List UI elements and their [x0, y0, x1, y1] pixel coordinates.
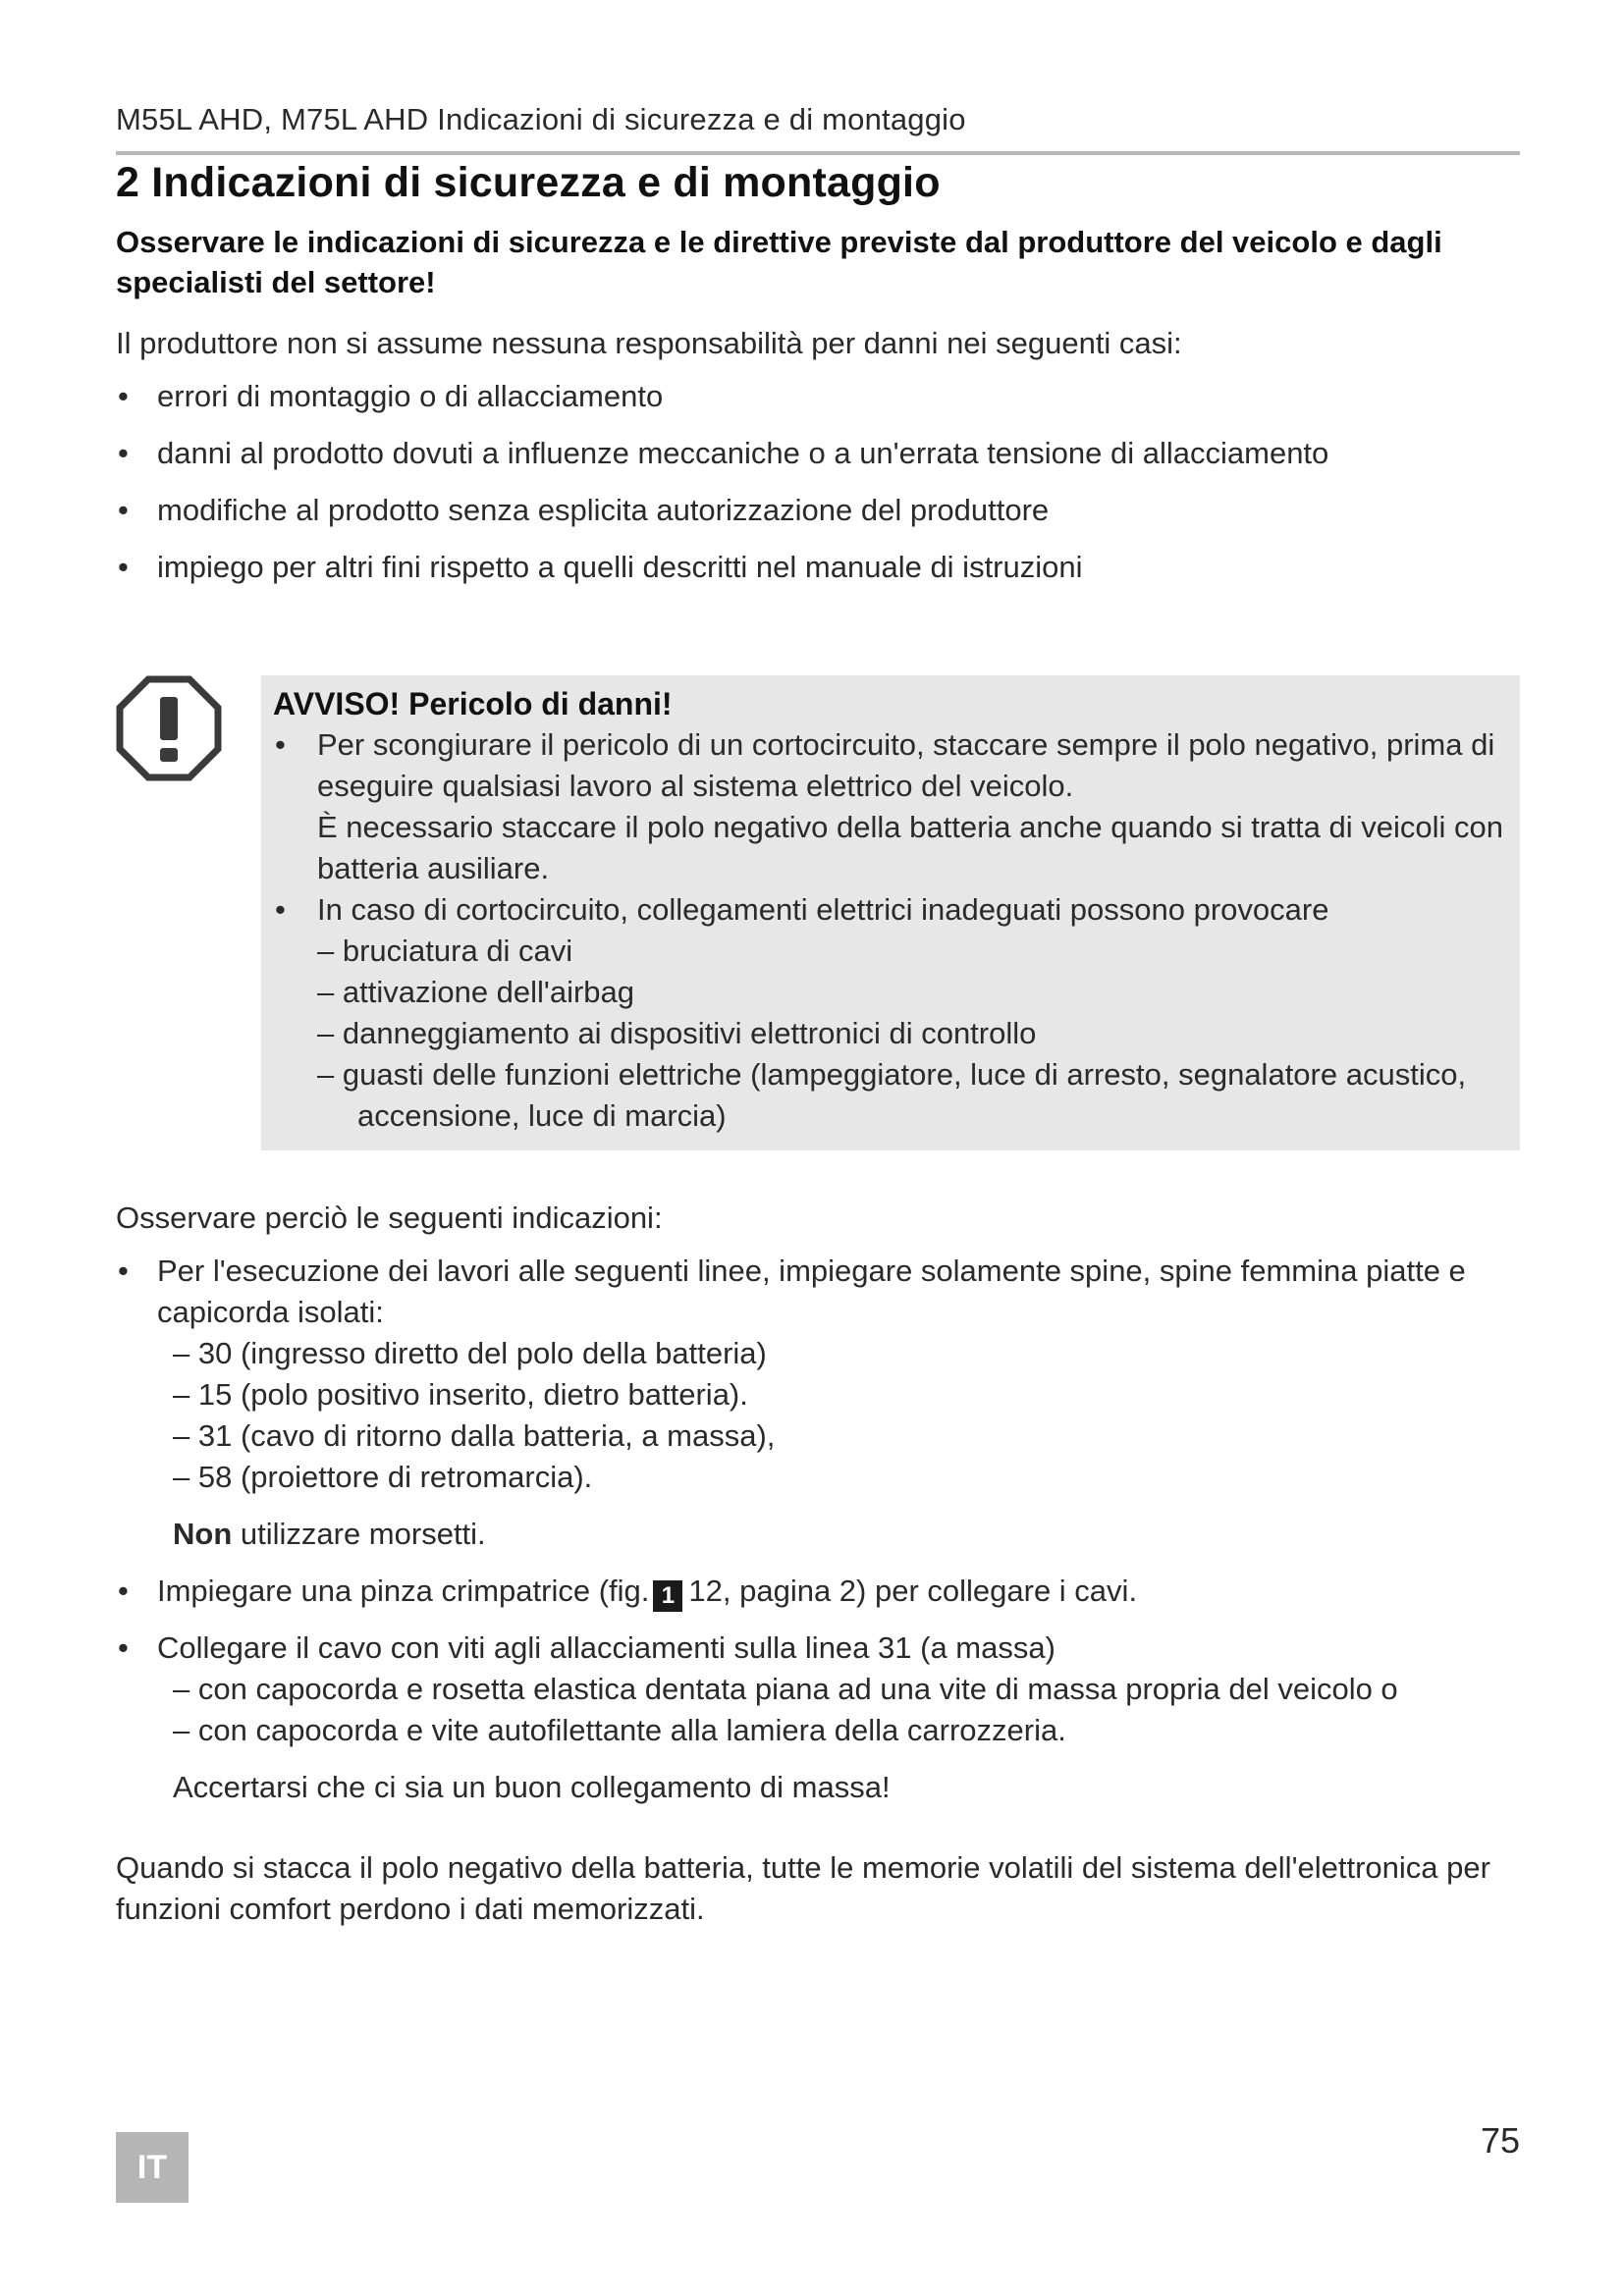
- bullet-icon: •: [275, 892, 286, 927]
- instructions-list: [116, 1251, 1520, 1824]
- list-item-text: errori di montaggio o di allacciamento: [157, 379, 664, 413]
- list-item: [273, 889, 1506, 1137]
- document-page: [116, 0, 1520, 2296]
- notice-text: In caso di cortocircuito, collegamenti elettrici inadeguati possono provocare: [317, 892, 1329, 927]
- instruction-text: Per l'esecuzione dei lavori alle seguenti linee, impiegare solamente spine, spine femmina piatte e capicorda isolati:: [157, 1254, 1466, 1329]
- notice-subitem: – bruciatura di cavi: [317, 934, 573, 968]
- line-subitem: – con capocorda e vite autofilettante alla lamiera della carrozzeria.: [173, 1713, 1066, 1747]
- bullet-icon: •: [118, 436, 129, 470]
- bullet-icon: •: [118, 379, 129, 413]
- lead-warning-text: Osservare le indicazioni di sicurezza e le direttive previste dal produttore del veicolo e dagli specialisti del settore!: [116, 225, 1442, 299]
- bullet-icon: •: [275, 727, 286, 762]
- instruction-text: Collegare il cavo con viti agli allacciamenti sulla linea 31 (a massa): [157, 1630, 1056, 1665]
- instructions-intro: Osservare perciò le seguenti indicazioni:: [116, 1201, 663, 1235]
- notice-list: [273, 724, 1506, 1137]
- list-item: [116, 548, 1520, 587]
- bullet-icon: •: [118, 550, 129, 584]
- header-divider: [116, 151, 1520, 155]
- figure-reference-badge: 1: [653, 1580, 682, 1612]
- notice-subitem: – guasti delle funzioni elettriche (lampeggiatore, luce di arresto, segnalatore acustico, accensione, luce di marcia): [317, 1057, 1467, 1133]
- list-item-text: impiego per altri fini rispetto a quelli descritti nel manuale di istruzioni: [157, 550, 1083, 584]
- bullet-icon: •: [118, 493, 129, 527]
- bullet-icon: •: [118, 1254, 129, 1288]
- line-subitem: – con capocorda e rosetta elastica dentata piana ad una vite di massa propria del veicolo o: [173, 1672, 1398, 1706]
- liability-intro: Il produttore non si assume nessuna responsabilità per danni nei seguenti casi:: [116, 326, 1182, 360]
- list-item-text: danni al prodotto dovuti a influenze meccaniche o a un'errata tensione di allacciamento: [157, 436, 1329, 470]
- notice-text: È necessario staccare il polo negativo della batteria anche quando si tratta di veicoli con batteria ausiliare.: [317, 810, 1504, 885]
- liability-list: [116, 377, 1520, 605]
- line-subitem: – 58 (proiettore di retromarcia).: [173, 1460, 593, 1494]
- page-number: 75: [1480, 2120, 1520, 2161]
- list-item: [273, 724, 1506, 889]
- list-item: [116, 377, 1520, 416]
- line-subitem: – 30 (ingresso diretto del polo della batteria): [173, 1336, 767, 1370]
- language-tab: IT: [116, 2132, 189, 2203]
- warning-octagon-icon: [116, 675, 222, 781]
- line-subitem: – 15 (polo positivo inserito, dietro batteria).: [173, 1377, 748, 1412]
- notice-box: [261, 675, 1520, 1150]
- list-item: [116, 491, 1520, 530]
- line-subitem: – 31 (cavo di ritorno dalla batteria, a massa),: [173, 1418, 776, 1453]
- bullet-icon: •: [118, 1630, 129, 1665]
- bullet-icon: •: [118, 1574, 129, 1608]
- note-emphasis: Non: [173, 1517, 233, 1551]
- list-item: [116, 1571, 1520, 1612]
- notice-title: AVVISO! Pericolo di danni!: [273, 686, 673, 721]
- instruction-text: 12, pagina 2) per collegare i cavi.: [688, 1574, 1138, 1608]
- notice-subitem: – attivazione dell'airbag: [317, 975, 635, 1009]
- list-item: [116, 1628, 1520, 1808]
- notice-text: Per scongiurare il pericolo di un cortocircuito, staccare sempre il polo negativo, prima di eseguire qualsiasi lavoro al sistema elettrico del veicolo.: [317, 727, 1495, 803]
- list-item: [116, 1251, 1520, 1555]
- note-text: utilizzare morsetti.: [232, 1517, 486, 1551]
- instruction-note: Accertarsi che ci sia un buon collegamento di massa!: [173, 1770, 891, 1804]
- list-item: [116, 434, 1520, 473]
- instruction-text: Impiegare una pinza crimpatrice (fig.: [157, 1574, 650, 1608]
- running-header: M55L AHD, M75L AHD Indicazioni di sicurezza e di montaggio: [116, 102, 966, 136]
- final-paragraph: Quando si stacca il polo negativo della batteria, tutte le memorie volatili del sistema dell'elettronica per funzioni comfort perdono i dati memorizzati.: [116, 1850, 1490, 1926]
- section-title: 2 Indicazioni di sicurezza e di montaggio: [116, 159, 941, 206]
- instruction-note: [157, 1514, 1520, 1555]
- list-item-text: modifiche al prodotto senza esplicita autorizzazione del produttore: [157, 493, 1050, 527]
- notice-subitem: – danneggiamento ai dispositivi elettronici di controllo: [317, 1016, 1037, 1050]
